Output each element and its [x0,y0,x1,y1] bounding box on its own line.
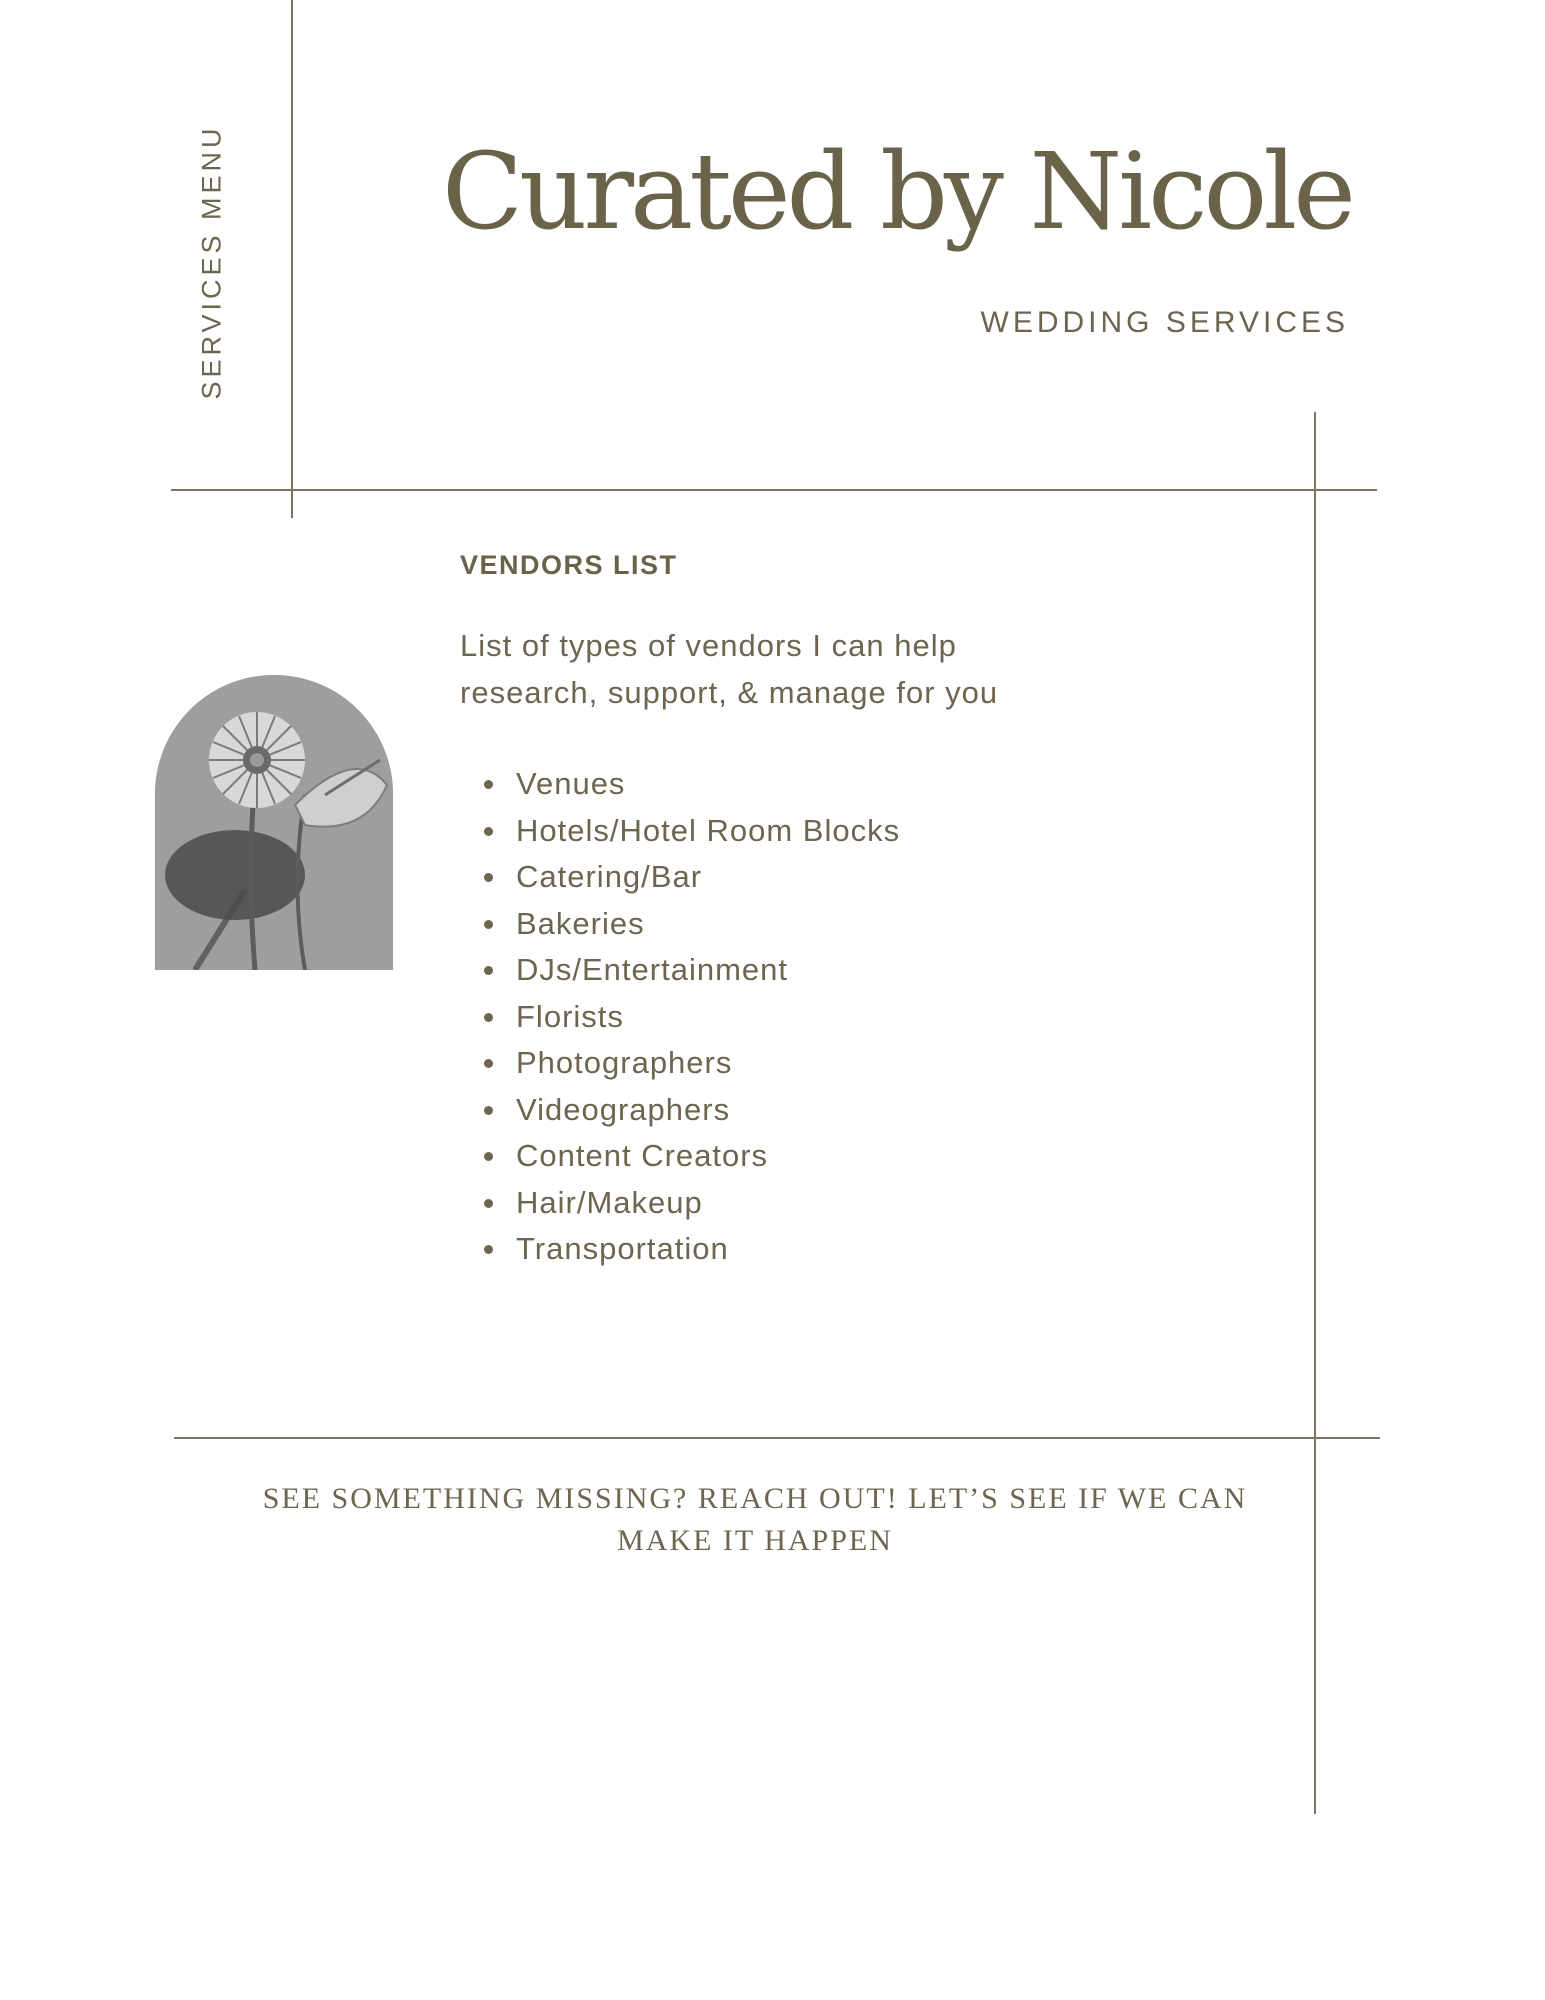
footer-note: SEE SOMETHING MISSING? REACH OUT! LET’S SEE IF WE CAN MAKE IT HAPPEN [262,1482,1248,1557]
list-item: Hair/Makeup [460,1180,900,1227]
list-item: Florists [460,994,900,1041]
list-item: Catering/Bar [460,854,900,901]
section-intro: List of types of vendors I can help research, support, & manage for you [460,628,999,710]
right-vertical-rule [1314,412,1316,1814]
top-horizontal-rule [171,489,1377,491]
left-vertical-rule [291,0,293,518]
list-item: Venues [460,761,900,808]
list-item: Hotels/Hotel Room Blocks [460,808,900,855]
page-title: Curated by Nicole [441,130,1352,253]
list-item: DJs/Entertainment [460,947,900,994]
bottom-horizontal-rule [174,1437,1380,1439]
vendor-list [460,761,900,1273]
section-heading: VENDORS LIST [460,550,678,580]
side-label: SERVICES MENU [196,124,227,400]
page-subtitle: WEDDING SERVICES [980,306,1349,339]
flower-photo [155,675,393,970]
list-item: Bakeries [460,901,900,948]
list-item: Content Creators [460,1133,900,1180]
list-item: Photographers [460,1040,900,1087]
list-item: Videographers [460,1087,900,1134]
list-item: Transportation [460,1226,900,1273]
